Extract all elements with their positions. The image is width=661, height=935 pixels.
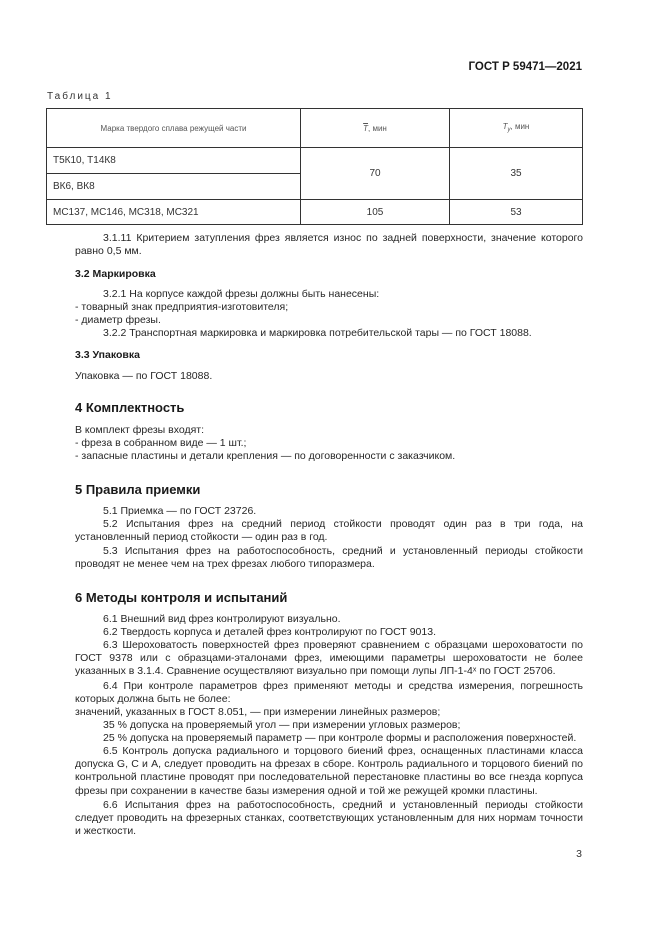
- table-header-row: [47, 109, 583, 148]
- paragraph-6-4-c: 25 % допуска на проверяемый параметр — при контроле формы и расположения поверхностей.: [103, 732, 577, 744]
- cell-ty: 53: [450, 200, 583, 225]
- list-item: - товарный знак предприятия-изготовителя;: [75, 301, 289, 313]
- paragraph-3-3: Упаковка — по ГОСТ 18088.: [75, 370, 213, 382]
- cell-grade: МС137, МС146, МС318, МС321: [47, 200, 301, 225]
- cell-ty: 35: [450, 148, 583, 200]
- cell-t: 105: [301, 200, 450, 225]
- paragraph-5-3: 5.3 Испытания фрез на работоспособность, средний и установленный периоды стойкости проводят не менее чем на трех фрезах любого типоразмера.: [75, 545, 583, 571]
- cell-grade: ВК6, ВК8: [47, 174, 301, 200]
- list-item: - фреза в собранном виде — 1 шт.;: [75, 437, 247, 449]
- paragraph-6-2: 6.2 Твердость корпуса и деталей фрез контролируют по ГОСТ 9013.: [103, 626, 436, 638]
- table-caption: Таблица 1: [47, 91, 113, 102]
- page-number: 3: [576, 848, 582, 860]
- paragraph-6-1: 6.1 Внешний вид фрез контролируют визуально.: [103, 613, 341, 625]
- heading-3-3: 3.3 Упаковка: [75, 349, 140, 361]
- cell-t: 70: [301, 148, 450, 200]
- paragraph-4: В комплект фрезы входят:: [75, 424, 205, 436]
- paragraph-5-2: 5.2 Испытания фрез на средний период стойкости проводят один раз в три года, на установленный период стойкости — один раз в год.: [75, 518, 583, 544]
- header-t: $\overline{T}$, мин: [301, 109, 450, 148]
- paragraph-6-4-b: 35 % допуска на проверяемый угол — при измерении угловых размеров;: [103, 719, 461, 731]
- paragraph-6-4-a: значений, указанных в ГОСТ 8.051, — при измерении линейных размеров;: [75, 706, 441, 718]
- paragraph-6-6: 6.6 Испытания фрез на работоспособность, средний и установленный периоды стойкости следует проводить на фрезерных станках, соответствующих установленным для них нормам точности и жесткости.: [75, 799, 583, 838]
- cell-grade: Т5К10, Т14К8: [47, 148, 301, 174]
- heading-3-2: 3.2 Маркировка: [75, 268, 156, 280]
- paragraph-3-2-1: 3.2.1 На корпусе каждой фрезы должны быть нанесены:: [103, 288, 380, 300]
- list-item: - запасные пластины и детали крепления — по договоренности с заказчиком.: [75, 450, 456, 462]
- paragraph-3-2-2: 3.2.2 Транспортная маркировка и маркировка потребительской тары — по ГОСТ 18088.: [103, 327, 532, 339]
- heading-5: 5 Правила приемки: [75, 482, 201, 497]
- paragraph-6-3: 6.3 Шероховатость поверхностей фрез проверяют сравнением с образцами шероховатости по ГОСТ 9378 или с образцами-эталонами фрез, имеющими параметры шероховатости не более указанных в 3.1.4. Сравнение осуществляют визуально при помощи лупы ЛП-1-4ˣ по ГОСТ 25706.: [75, 639, 583, 678]
- header-ty: $T_у$, мин: [450, 109, 583, 148]
- paragraph-6-5: 6.5 Контроль допуска радиального и торцового биений фрез, оснащенных пластинами класса допуска G, С и А, следует проводить на фрезах в сборе. Контроль радиального и торцового биений по контрольной пластине проводят при последовательной перестановке пластины во все гнезда корпуса фрезы при сохранении в качестве базы измерения одной и той же режущей кромки пластины.: [75, 745, 583, 797]
- paragraph-5-1: 5.1 Приемка — по ГОСТ 23726.: [103, 505, 257, 517]
- paragraph-3-1-11: 3.1.11 Критерием затупления фрез является износ по задней поверхности, значение которого равно 0,5 мм.: [75, 232, 583, 258]
- table-row: [47, 200, 583, 225]
- table-row: [47, 148, 583, 174]
- heading-6: 6 Методы контроля и испытаний: [75, 590, 288, 605]
- header-grade: Марка твердого сплава режущей части: [47, 109, 301, 148]
- paragraph-6-4: 6.4 При контроле параметров фрез применяют методы и средства измерения, погрешность которых должна быть не более:: [75, 680, 583, 706]
- heading-4: 4 Комплектность: [75, 400, 185, 415]
- list-item: - диаметр фрезы.: [75, 314, 161, 326]
- document-number: ГОСТ Р 59471—2021: [468, 61, 582, 73]
- cutter-life-table: [46, 108, 583, 225]
